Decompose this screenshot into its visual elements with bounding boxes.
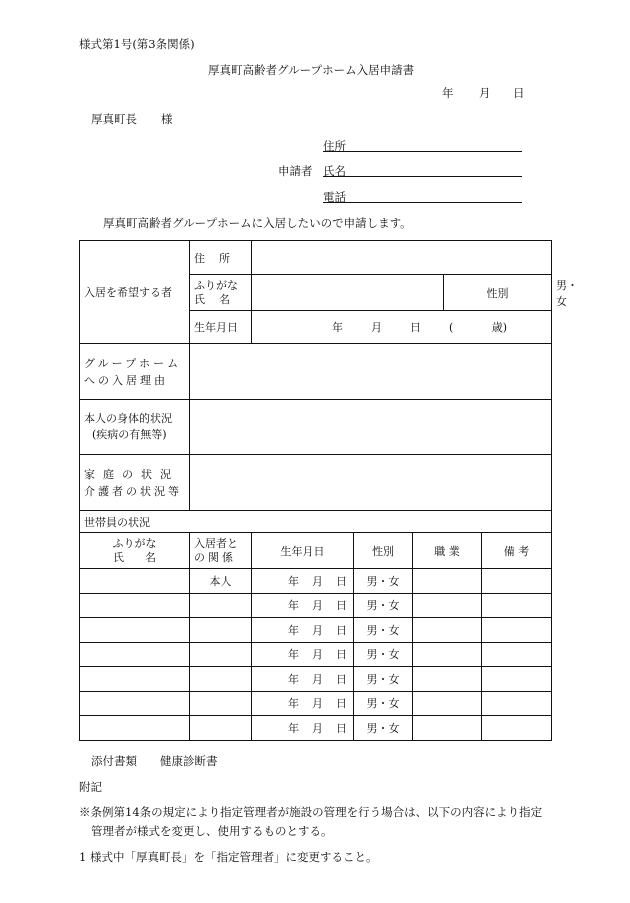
household-birth-month: 月 (312, 574, 323, 588)
household-name-input[interactable] (80, 667, 190, 692)
household-birth-year: 年 (288, 672, 299, 686)
household-row (80, 667, 552, 692)
household-name-input[interactable] (80, 716, 190, 741)
col-remarks-header: 備 考 (482, 533, 552, 569)
household-birth-year[interactable] (252, 593, 354, 618)
household-gender[interactable]: 男・女 (354, 716, 413, 741)
form-number: 様式第1号(第3条関係) (79, 37, 195, 51)
physical-input[interactable] (190, 400, 552, 455)
gender-label: 性別 (444, 275, 552, 311)
furigana-label: ふりがな (194, 278, 238, 292)
household-birth-day: 日 (336, 648, 347, 662)
applicant-phone-label: 電話 (323, 190, 346, 204)
household-row (80, 569, 552, 594)
resident-name-input[interactable] (252, 275, 444, 311)
name-label-2: 名 (219, 292, 230, 306)
col-relation-header: 入居者と の関係 (190, 533, 252, 569)
household-relation[interactable] (190, 667, 252, 692)
household-gender[interactable]: 男・女 (354, 667, 413, 692)
household-remarks-input[interactable] (482, 642, 552, 667)
household-remarks-input[interactable] (482, 569, 552, 594)
physical-label: 本人の身体的状況 (疾病の有無等) (80, 400, 190, 455)
household-gender[interactable]: 男・女 (354, 642, 413, 667)
household-birth-year: 年 (288, 648, 299, 662)
household-relation[interactable] (190, 691, 252, 716)
household-name-input[interactable] (80, 593, 190, 618)
household-remarks-input[interactable] (482, 691, 552, 716)
intro-text: 厚真町高齢者グループホームに入居したいので申請します。 (103, 216, 412, 230)
household-gender[interactable]: 男・女 (354, 691, 413, 716)
note-title: 附記 (79, 780, 102, 794)
family-label: 家庭の状況 介護者の状況等 (80, 455, 190, 511)
household-row (80, 642, 552, 667)
household-birth-day: 日 (336, 697, 347, 711)
household-rows (80, 569, 552, 741)
household-birth-day: 日 (336, 672, 347, 686)
applicant-name-field[interactable] (323, 163, 522, 177)
household-birth-year[interactable] (252, 667, 354, 692)
household-birth-year[interactable] (252, 716, 354, 741)
household-remarks-input[interactable] (482, 716, 552, 741)
household-row (80, 593, 552, 618)
household-job-input[interactable] (413, 618, 482, 643)
household-birth-month: 月 (312, 697, 323, 711)
household-remarks-input[interactable] (482, 593, 552, 618)
document-title: 厚真町高齢者グループホーム入居申請書 (208, 63, 415, 77)
household-gender[interactable]: 男・女 (354, 593, 413, 618)
applicant-address-label: 住所 (323, 139, 346, 153)
resident-address-input[interactable] (252, 241, 552, 275)
household-row (80, 691, 552, 716)
address-label-cell (190, 241, 252, 275)
birthdate-label: 生年月日 (190, 311, 252, 344)
household-row (80, 618, 552, 643)
col-job-header: 職 業 (413, 533, 482, 569)
household-birth-day: 日 (336, 623, 347, 637)
note-item-1: 1 様式中「厚真町長」を「指定管理者」に変更すること。 (79, 850, 378, 864)
date-day: 日 (513, 86, 525, 100)
age-close: 歳) (491, 321, 508, 334)
resident-birthdate-input[interactable] (252, 311, 552, 344)
col-birth-header: 生年月日 (252, 533, 354, 569)
household-birth-month: 月 (312, 599, 323, 613)
household-job-input[interactable] (413, 569, 482, 594)
col-gender-header: 性別 (354, 533, 413, 569)
household-row (80, 716, 552, 741)
household-job-input[interactable] (413, 593, 482, 618)
household-birth-day: 日 (336, 721, 347, 735)
household-remarks-input[interactable] (482, 667, 552, 692)
household-job-input[interactable] (413, 667, 482, 692)
household-name-input[interactable] (80, 642, 190, 667)
address-label-2: 所 (219, 251, 230, 265)
age-open: ( (448, 321, 454, 334)
col-name-header: ふりがな 氏 名 (80, 533, 190, 569)
household-name-input[interactable] (80, 618, 190, 643)
attachment-label: 添付書類 (91, 754, 137, 768)
addressee-honorific: 様 (161, 112, 173, 126)
household-job-input[interactable] (413, 716, 482, 741)
birth-year: 年 (332, 321, 343, 334)
applicant-name-label: 氏名 (323, 164, 346, 178)
application-table: 入居を希望する者 住 所 ふりがな 氏 名 性別 男・女 生年月日 年 月 日 ( 歳) グループホーム への入居理由 本人の身体的状況 (疾病の有無等) 家庭の状況 介護者の状況等 世帯員の状況 ふりがな 氏 名 入居者と の関係 生年月日 性別 職 業 備 考 本人 年 月 日 男・女 年 月 日 男・女 年 月 日 男・女 年 月 日 男・女 年 月 日 男・女 年 月 日 男・女 年 月 日 男・女 (79, 240, 552, 741)
household-relation[interactable] (190, 716, 252, 741)
household-birth-month: 月 (312, 721, 323, 735)
household-birth-year[interactable] (252, 569, 354, 594)
household-birth-year: 年 (288, 599, 299, 613)
household-birth-year[interactable] (252, 618, 354, 643)
household-birth-month: 月 (312, 648, 323, 662)
birth-month: 月 (370, 321, 382, 334)
address-label-1: 住 (194, 251, 205, 265)
household-name-input[interactable] (80, 691, 190, 716)
household-remarks-input[interactable] (482, 618, 552, 643)
household-birth-day: 日 (336, 574, 347, 588)
applicant-label: 申請者 (278, 164, 313, 178)
household-gender[interactable]: 男・女 (354, 618, 413, 643)
addressee: 厚真町長 (91, 112, 137, 126)
household-birth-day: 日 (336, 599, 347, 613)
household-birth-year[interactable] (252, 642, 354, 667)
household-name-input[interactable] (80, 569, 190, 594)
household-birth-month: 月 (312, 672, 323, 686)
household-birth-year: 年 (288, 574, 299, 588)
household-birth-month: 月 (312, 623, 323, 637)
note-line-1: ※条例第14条の規定により指定管理者が施設の管理を行う場合は、以下の内容により指定 (79, 805, 543, 819)
household-relation[interactable]: 本人 (190, 569, 252, 594)
reason-label: グループホーム への入居理由 (80, 344, 190, 400)
applicant-phone-field[interactable] (323, 189, 522, 203)
note-line-2: 管理者が様式を変更し、使用するものとする。 (91, 824, 333, 838)
family-input[interactable] (190, 455, 552, 511)
name-label-1: 氏 (194, 292, 205, 306)
household-relation[interactable] (190, 642, 252, 667)
reason-input[interactable] (190, 344, 552, 400)
household-job-input[interactable] (413, 642, 482, 667)
applicant-address-field[interactable] (323, 138, 522, 152)
name-label-cell (190, 275, 252, 311)
household-relation[interactable] (190, 593, 252, 618)
household-job-input[interactable] (413, 691, 482, 716)
date-month: 月 (479, 86, 491, 100)
birth-day: 日 (409, 321, 421, 334)
date-year: 年 (442, 86, 454, 100)
household-relation[interactable] (190, 618, 252, 643)
household-birth-year[interactable] (252, 691, 354, 716)
household-gender[interactable]: 男・女 (354, 569, 413, 594)
household-birth-year: 年 (288, 697, 299, 711)
resident-label: 入居を希望する者 (80, 241, 190, 344)
household-birth-year: 年 (288, 623, 299, 637)
attachment-value: 健康診断書 (160, 754, 218, 768)
household-birth-year: 年 (288, 721, 299, 735)
household-title: 世帯員の状況 (80, 511, 552, 533)
